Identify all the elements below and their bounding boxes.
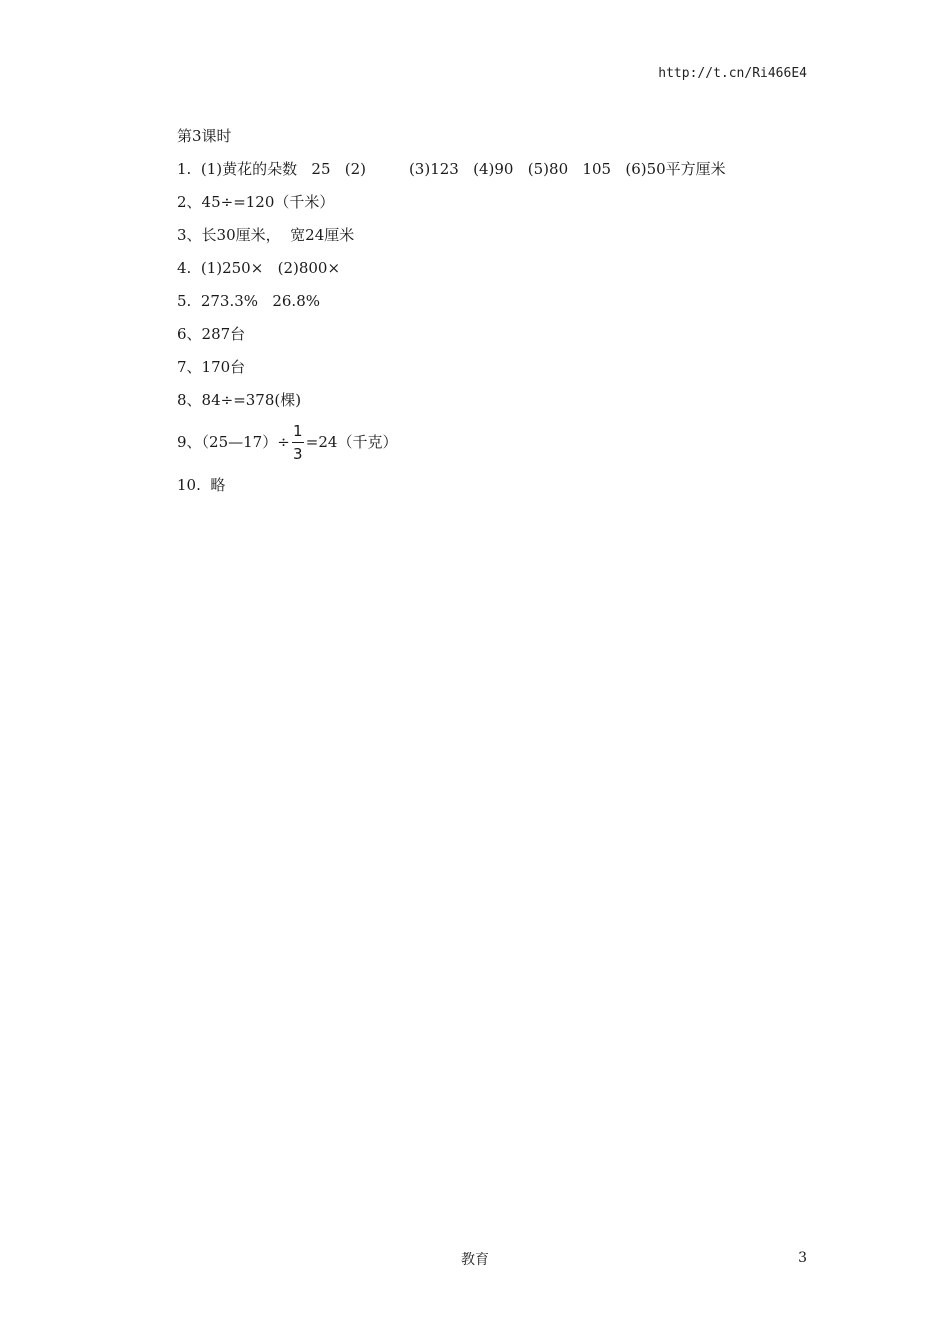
fraction — [292, 422, 304, 463]
answer-3: 3、长30厘米， 宽24厘米 — [177, 226, 355, 244]
page-number: 3 — [798, 1250, 807, 1266]
answer-9-suffix: =24（千克） — [305, 433, 398, 451]
fraction-bar — [292, 442, 304, 443]
answer-8: 8、84÷=378(棵) — [177, 391, 302, 409]
answer-5: 5. 273.3% 26.8% — [177, 292, 320, 310]
answer-1: 1. (1)黄花的朵数 25 (2) (3)123 (4)90 (5)80 105 (6)50平方厘米 — [177, 160, 726, 178]
answer-content — [177, 126, 817, 508]
answer-2: 2、45÷=120（千米） — [177, 193, 335, 211]
fraction-denominator: 3 — [293, 444, 303, 463]
answer-6: 6、287台 — [177, 325, 246, 343]
answer-9-prefix: 9、（25—17）÷ — [177, 433, 290, 451]
answer-4: 4. (1)250× (2)800× — [177, 259, 341, 277]
footer-label: 教育 — [461, 1252, 489, 1268]
answer-10: 10. 略 — [177, 476, 226, 494]
fraction-numerator: 1 — [293, 421, 303, 440]
header-url: http://t.cn/Ri466E4 — [658, 66, 807, 81]
lesson-title: 第3课时 — [177, 127, 232, 145]
answer-7: 7、170台 — [177, 358, 246, 376]
answer-9 — [177, 419, 817, 465]
